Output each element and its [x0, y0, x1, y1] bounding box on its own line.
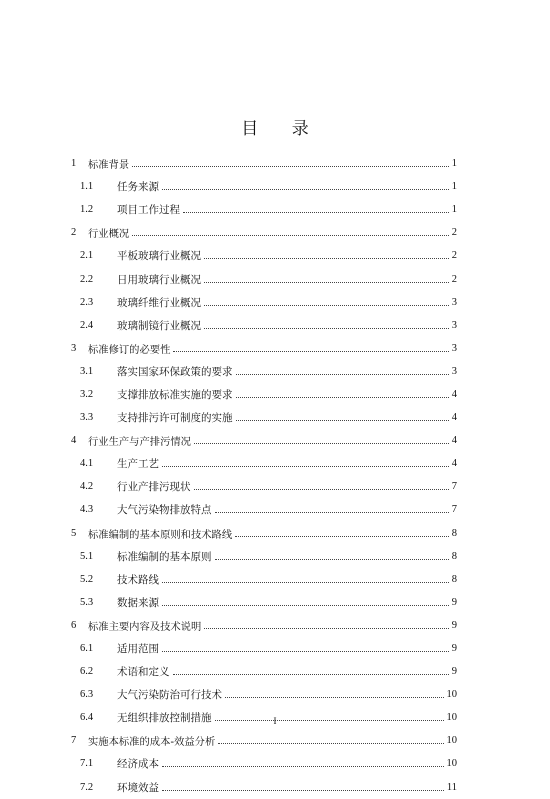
- toc-entry-page: 10: [446, 735, 457, 747]
- toc-entry-number: 2.2: [80, 273, 94, 285]
- toc-entry[interactable]: [71, 221, 457, 244]
- toc-entry-page: 2: [451, 250, 457, 262]
- toc-entry[interactable]: [71, 198, 457, 221]
- toc-entry-title: 标准编制的基本原则: [117, 551, 212, 563]
- toc-entry-title: 环境效益: [117, 782, 159, 794]
- toc-entry-page: 8: [451, 527, 457, 539]
- toc-entry-page: 1: [451, 158, 457, 170]
- toc-entry-number: 6: [71, 619, 77, 631]
- dot-leader: [236, 397, 449, 398]
- dot-leader: [132, 235, 449, 236]
- toc-entry[interactable]: [71, 429, 457, 452]
- toc-entry-number: 6.3: [80, 689, 94, 701]
- dot-leader: [235, 536, 449, 537]
- toc-entry-title: 生产工艺: [117, 459, 159, 471]
- toc-entry-title: 大气污染防治可行技术: [117, 690, 222, 702]
- toc-entry[interactable]: [71, 776, 457, 799]
- toc-entry[interactable]: [71, 591, 457, 614]
- toc-entry[interactable]: [71, 475, 457, 498]
- toc-entry-number: 6.1: [80, 643, 94, 655]
- toc-entry[interactable]: [71, 152, 457, 175]
- dot-leader: [162, 582, 449, 583]
- toc-entry-page: 1: [451, 181, 457, 193]
- dot-leader: [194, 443, 449, 444]
- toc-entry[interactable]: [71, 683, 457, 706]
- toc-entry-title: 标准主要内容及技术说明: [88, 620, 202, 633]
- toc-entry-number: 5.2: [80, 573, 94, 585]
- dot-leader: [218, 743, 443, 744]
- toc-entry-number: 2.4: [80, 319, 94, 331]
- toc-entry-page: 4: [451, 435, 457, 447]
- toc-entry[interactable]: [71, 452, 457, 475]
- dot-leader: [236, 374, 449, 375]
- toc-entry-number: 7.2: [80, 781, 94, 793]
- dot-leader: [215, 512, 449, 513]
- toc-entry[interactable]: [71, 337, 457, 360]
- dot-leader: [204, 282, 449, 283]
- dot-leader: [204, 258, 449, 259]
- toc-entry-title: 平板玻璃行业概况: [117, 251, 201, 263]
- toc-entry-title: 行业生产与产排污情况: [88, 436, 191, 449]
- toc-entry-title: 大气污染物排放特点: [117, 505, 212, 517]
- dot-leader: [162, 766, 444, 767]
- toc-entry-page: 3: [451, 296, 457, 308]
- dot-leader: [162, 790, 444, 791]
- toc-entry-title: 任务来源: [117, 182, 159, 194]
- toc-entry[interactable]: [71, 637, 457, 660]
- toc-entry-number: 7: [71, 735, 77, 747]
- toc-entry[interactable]: [71, 729, 457, 752]
- toc-entry[interactable]: [71, 406, 457, 429]
- toc-entry-number: 5.1: [80, 550, 94, 562]
- toc-entry-title: 无组织排放控制措施: [117, 713, 212, 725]
- dot-leader: [162, 605, 449, 606]
- toc-entry-number: 6.4: [80, 712, 94, 724]
- dot-leader: [204, 328, 449, 329]
- dot-leader: [162, 189, 449, 190]
- toc-entry-title: 标准修订的必要性: [88, 343, 171, 356]
- toc-entry[interactable]: [71, 360, 457, 383]
- toc-entry-title: 落实国家环保政策的要求: [117, 366, 233, 378]
- toc-entry-title: 经济成本: [117, 759, 159, 771]
- toc-entry-page: 2: [451, 273, 457, 285]
- toc-entry[interactable]: [71, 568, 457, 591]
- dot-leader: [204, 628, 448, 629]
- toc-entry[interactable]: [71, 175, 457, 198]
- dot-leader: [132, 166, 449, 167]
- toc-entry-page: 10: [446, 689, 457, 701]
- toc-entry-title: 适用范围: [117, 644, 159, 656]
- toc-entry-number: 1: [71, 158, 77, 170]
- dot-leader: [173, 351, 448, 352]
- toc-entry[interactable]: [71, 314, 457, 337]
- toc-entry-title: 玻璃制镜行业概况: [117, 320, 201, 332]
- toc-entry-title: 数据来源: [117, 597, 159, 609]
- toc-entry-title: 行业产排污现状: [117, 482, 191, 494]
- page-number: I: [273, 716, 277, 726]
- toc-entry-page: 10: [446, 712, 457, 724]
- toc-entry-number: 6.2: [80, 666, 94, 678]
- toc-entry-title: 项目工作过程: [117, 205, 180, 217]
- toc-entry-number: 3.1: [80, 365, 94, 377]
- toc-entry-title: 实施本标准的成本-效益分析: [88, 736, 216, 749]
- toc-entry[interactable]: [71, 244, 457, 267]
- toc-entry-number: 1.2: [80, 204, 94, 216]
- toc-entry-number: 3: [71, 342, 77, 354]
- toc-entry[interactable]: [71, 545, 457, 568]
- toc-entry-number: 4.3: [80, 504, 94, 516]
- toc-entry[interactable]: [71, 291, 457, 314]
- toc-entry-number: 2.1: [80, 250, 94, 262]
- toc-entry-page: 9: [451, 666, 457, 678]
- toc-entry-page: 7: [451, 504, 457, 516]
- toc-entry-page: 9: [451, 596, 457, 608]
- toc-entry-number: 3.3: [80, 412, 94, 424]
- toc-entry-title: 日用玻璃行业概况: [117, 274, 201, 286]
- toc-entry-page: 1: [451, 204, 457, 216]
- table-of-contents: [71, 152, 457, 799]
- toc-entry-title: 玻璃纤维行业概况: [117, 297, 201, 309]
- toc-entry-title: 术语和定义: [117, 667, 170, 679]
- toc-entry[interactable]: [71, 383, 457, 406]
- toc-entry-title: 标准背景: [88, 159, 130, 172]
- toc-entry[interactable]: [71, 660, 457, 683]
- dot-leader: [204, 305, 449, 306]
- toc-entry-page: 3: [451, 342, 457, 354]
- toc-entry-page: 4: [451, 412, 457, 424]
- dot-leader: [225, 697, 444, 698]
- toc-entry-number: 5.3: [80, 596, 94, 608]
- dot-leader: [194, 489, 449, 490]
- toc-entry[interactable]: [71, 752, 457, 775]
- toc-entry-title: 技术路线: [117, 574, 159, 586]
- toc-entry-number: 3.2: [80, 388, 94, 400]
- toc-entry-page: 4: [451, 458, 457, 470]
- toc-entry-title: 支撑排放标准实施的要求: [117, 389, 233, 401]
- toc-entry-page: 8: [451, 573, 457, 585]
- toc-entry[interactable]: [71, 614, 457, 637]
- toc-entry-page: 9: [451, 619, 457, 631]
- toc-entry-page: 7: [451, 481, 457, 493]
- toc-entry-page: 4: [451, 388, 457, 400]
- dot-leader: [162, 651, 449, 652]
- toc-entry-page: 11: [446, 781, 457, 793]
- toc-entry-number: 4.1: [80, 458, 94, 470]
- toc-entry-page: 8: [451, 550, 457, 562]
- toc-entry-number: 7.1: [80, 758, 94, 770]
- toc-entry-number: 2.3: [80, 296, 94, 308]
- toc-entry-page: 10: [446, 758, 457, 770]
- toc-entry-page: 3: [451, 365, 457, 377]
- toc-entry-page: 3: [451, 319, 457, 331]
- dot-leader: [162, 466, 449, 467]
- toc-entry-number: 4: [71, 435, 77, 447]
- toc-entry-page: 2: [451, 227, 457, 239]
- toc-entry-title: 标准编制的基本原则和技术路线: [88, 528, 233, 541]
- toc-entry-number: 2: [71, 227, 77, 239]
- toc-entry-page: 9: [451, 643, 457, 655]
- page-title: 目 录: [241, 119, 323, 139]
- dot-leader: [173, 674, 449, 675]
- dot-leader: [215, 559, 449, 560]
- toc-entry[interactable]: [71, 267, 457, 290]
- toc-entry-number: 5: [71, 527, 77, 539]
- dot-leader: [183, 212, 449, 213]
- toc-entry-number: 1.1: [80, 181, 94, 193]
- toc-entry-title: 支持排污许可制度的实施: [117, 413, 233, 425]
- toc-entry[interactable]: [71, 522, 457, 545]
- toc-entry-title: 行业概况: [88, 228, 130, 241]
- dot-leader: [236, 420, 449, 421]
- toc-entry[interactable]: [71, 498, 457, 521]
- toc-entry-number: 4.2: [80, 481, 94, 493]
